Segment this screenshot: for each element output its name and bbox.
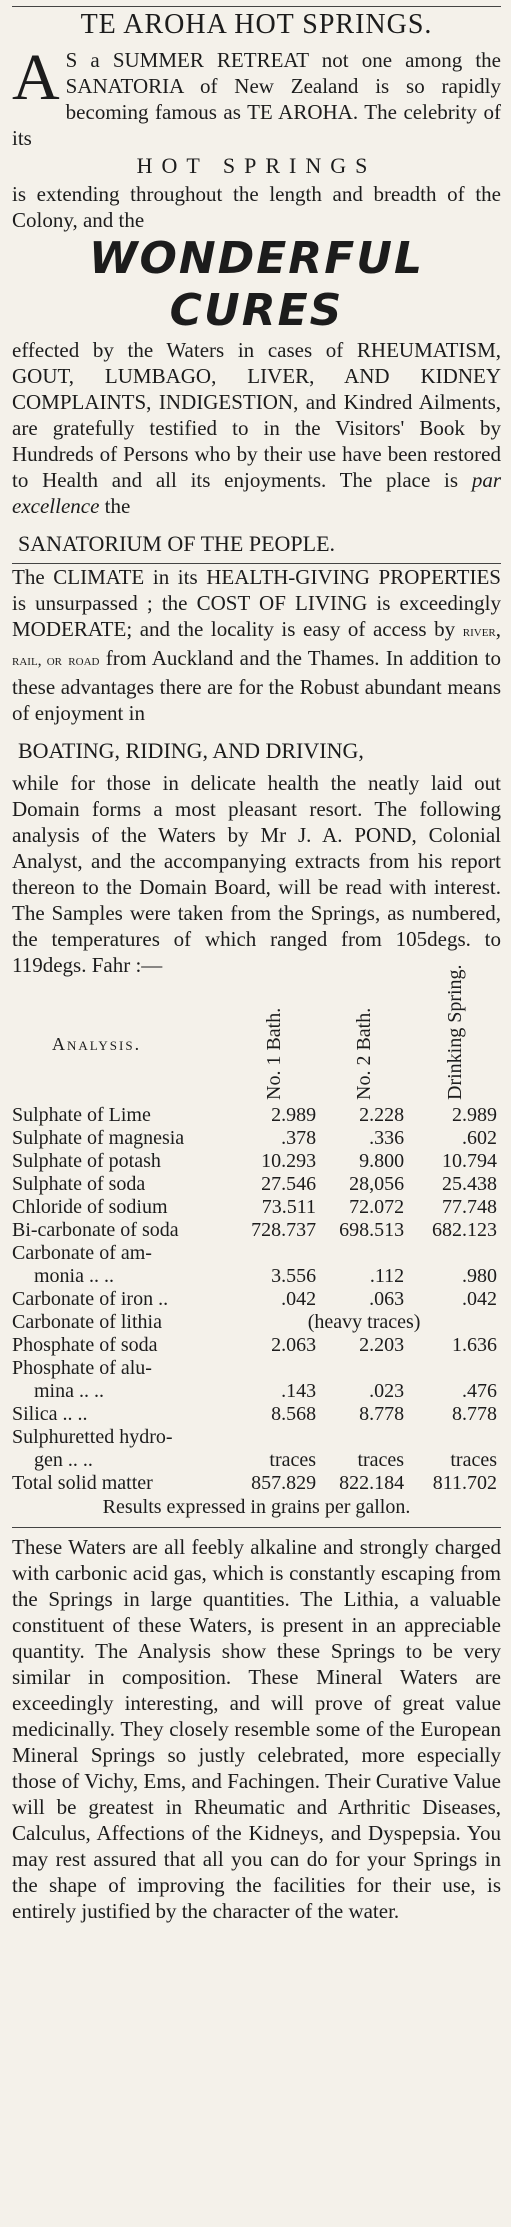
analysis-row xyxy=(12,1449,501,1472)
row-value: 10.794 xyxy=(442,1150,497,1172)
extending-text: is extending throughout the length and breadth of the Colony, and the xyxy=(12,182,501,232)
total-value: 811.702 xyxy=(432,1472,497,1494)
row-value: 72.072 xyxy=(349,1196,405,1218)
row-value: 25.438 xyxy=(442,1173,497,1195)
row-value: .063 xyxy=(369,1288,405,1310)
column-header: Drinking Spring. xyxy=(443,964,466,1100)
comma: , xyxy=(495,617,501,641)
cures-italic: par excellence xyxy=(12,468,501,518)
total-row xyxy=(12,1472,501,1495)
analysis-row xyxy=(12,1380,501,1403)
row-label: mina .. .. xyxy=(34,1380,104,1402)
domain-paragraph: while for those in delicate health the neatly laid out Domain forms a most pleasant resort. The following analysis of the Waters by Mr J. A. POND, Colonial Analyst, and the accompanying extracts from his report thereon to the Domain Board, will be read with interest. The Samples were taken from the Springs, as numbered, the temperatures of which ranged from 105degs. to 119degs. Fahr :— xyxy=(12,771,501,977)
row-value: .112 xyxy=(369,1265,405,1287)
row-value: 2.228 xyxy=(359,1104,405,1126)
analysis-row xyxy=(12,1219,501,1242)
row-value: 28,056 xyxy=(349,1173,405,1195)
analysis-row xyxy=(12,1242,501,1265)
cures-text: effected by the Waters in cases of RHEUMATISM, GOUT, LUMBAGO, LIVER, AND KIDNEY COMPLAINTS, INDIGESTION, and Kindred Ailments, are gratefully testified to in the Visitors' Book by Hundreds of Persons who by their use have been restored to Health and all its enjoyments. The place is xyxy=(12,338,501,492)
row-value: .143 xyxy=(281,1380,317,1402)
analysis-rows xyxy=(12,1104,501,1472)
road-word: road xyxy=(68,652,100,669)
row-value: .980 xyxy=(462,1265,497,1287)
analysis-row xyxy=(12,1403,501,1426)
row-label: Sulphuretted hydro- xyxy=(12,1426,173,1448)
total-value: 857.829 xyxy=(251,1472,317,1494)
row-value: .378 xyxy=(281,1127,317,1149)
row-label: Carbonate of iron .. xyxy=(12,1288,169,1310)
row-label: Silica .. .. xyxy=(12,1403,88,1425)
total-label: Total solid matter xyxy=(12,1472,153,1494)
wonderful-cures-heading: WONDERFUL CURES xyxy=(88,233,425,336)
column-header: No. 1 Bath. xyxy=(262,1007,285,1100)
ad-title: TE AROHA HOT SPRINGS. xyxy=(80,9,433,40)
climate-text-end: from Auckland and the Thames. In addition to these advantages there are for the Robust abundant means of enjoyment in xyxy=(12,646,502,725)
closing-paragraph: These Waters are all feebly alkaline and strongly charged with carbonic acid gas, which is constantly escaping from the Springs in large quantities. The Lithia, a valuable constituent of these Waters, is present in an appreciable quantity. The Analysis show these Springs to be very similar in composition. These Mineral Waters are exceedingly interesting, and will prove of great value medicinally. They closely resemble some of the European Mineral Springs so justly celebrated, more especially those of Vichy, Ems, and Fachingen. Their Curative Value will be greatest in Rheumatic and Arthritic Diseases, Calculus, Affections of the Kidneys, and Dyspepsia. You may rest assured that all you can do for your Springs in the shape of improving the facilities for their use, is entirely justified by the character of the water. xyxy=(12,1535,501,1923)
row-value: 728.737 xyxy=(251,1219,317,1241)
row-value: 8.778 xyxy=(452,1403,497,1425)
row-value: .336 xyxy=(369,1127,405,1149)
analysis-row xyxy=(12,1150,501,1173)
row-label: Phosphate of alu- xyxy=(12,1357,152,1379)
row-value: traces xyxy=(450,1449,497,1471)
analysis-row xyxy=(12,1357,501,1380)
row-note: (heavy traces) xyxy=(307,1311,421,1333)
row-label: monia .. .. xyxy=(34,1265,114,1287)
row-value: 8.778 xyxy=(359,1403,405,1425)
analysis-row xyxy=(12,1288,501,1311)
boating-heading: BOATING, RIDING, AND DRIVING, xyxy=(18,738,364,763)
row-label: Phosphate of soda xyxy=(12,1334,158,1356)
row-value: 1.636 xyxy=(452,1334,497,1356)
sanatorium-heading: SANATORIUM OF THE PEOPLE. xyxy=(18,531,336,556)
row-value: .023 xyxy=(369,1380,405,1402)
row-label: Chloride of sodium xyxy=(12,1196,168,1218)
row-value: 682.123 xyxy=(432,1219,497,1241)
row-value: traces xyxy=(269,1449,317,1471)
analysis-row xyxy=(12,1173,501,1196)
river-word: river xyxy=(462,623,496,640)
analysis-row xyxy=(12,1127,501,1150)
row-value: 10.293 xyxy=(261,1150,317,1172)
row-value: traces xyxy=(357,1449,405,1471)
drop-cap: A xyxy=(12,41,60,114)
row-value: 2.063 xyxy=(271,1334,317,1356)
row-value: 27.546 xyxy=(261,1173,317,1195)
row-value: 9.800 xyxy=(359,1150,405,1172)
cures-text-end: the xyxy=(104,494,131,518)
closing-rule xyxy=(12,1527,501,1528)
climate-paragraph xyxy=(12,564,501,726)
analysis-row xyxy=(12,1311,501,1334)
units-note: Results expressed in grains per gallon. xyxy=(102,1496,411,1518)
row-label: Carbonate of am- xyxy=(12,1242,152,1264)
column-header: No. 2 Bath. xyxy=(353,1007,376,1100)
row-value: 8.568 xyxy=(271,1403,317,1425)
row-value: 2.989 xyxy=(452,1104,497,1126)
rail-word: rail xyxy=(12,652,38,669)
analysis-header-row xyxy=(12,984,501,1104)
analysis-row xyxy=(12,1426,501,1449)
analysis-table xyxy=(12,964,501,1495)
row-value: 698.513 xyxy=(339,1219,405,1241)
analysis-row xyxy=(12,1265,501,1288)
intro-text: S a SUMMER RETREAT not one among the SANATORIA of New Zealand is so rapidly becoming famous as TE AROHA. The celebrity of its xyxy=(12,48,501,150)
row-value: .042 xyxy=(281,1288,317,1310)
row-value: 73.511 xyxy=(261,1196,317,1218)
row-label: Sulphate of potash xyxy=(12,1150,161,1172)
cures-paragraph xyxy=(12,337,501,519)
row-value: 77.748 xyxy=(442,1196,497,1218)
row-value: 3.556 xyxy=(271,1265,317,1287)
top-rule xyxy=(12,6,501,7)
row-label: Carbonate of lithia xyxy=(12,1311,162,1333)
row-label: gen .. .. xyxy=(34,1449,93,1471)
hot-springs-heading: HOT SPRINGS xyxy=(136,153,377,178)
total-value: 822.184 xyxy=(339,1472,405,1494)
analysis-row xyxy=(12,1196,501,1219)
analysis-row xyxy=(12,1334,501,1357)
row-value: .476 xyxy=(462,1380,497,1402)
analysis-label: Analysis. xyxy=(52,1033,142,1054)
climate-text: The CLIMATE in its HEALTH-GIVING PROPERTIES is unsurpassed ; the COST OF LIVING is exceedingly MODERATE; and the locality is easy of access by xyxy=(12,565,501,641)
row-value: 2.989 xyxy=(271,1104,317,1126)
row-label: Sulphate of soda xyxy=(12,1173,146,1195)
or-word: , or xyxy=(37,652,62,669)
row-value: .602 xyxy=(462,1127,497,1149)
row-label: Bi-carbonate of soda xyxy=(12,1219,179,1241)
row-label: Sulphate of magnesia xyxy=(12,1127,185,1149)
row-label: Sulphate of Lime xyxy=(12,1104,151,1126)
row-value: 2.203 xyxy=(359,1334,405,1356)
analysis-row xyxy=(12,1104,501,1127)
row-value: .042 xyxy=(462,1288,497,1310)
intro-paragraph xyxy=(12,41,501,151)
